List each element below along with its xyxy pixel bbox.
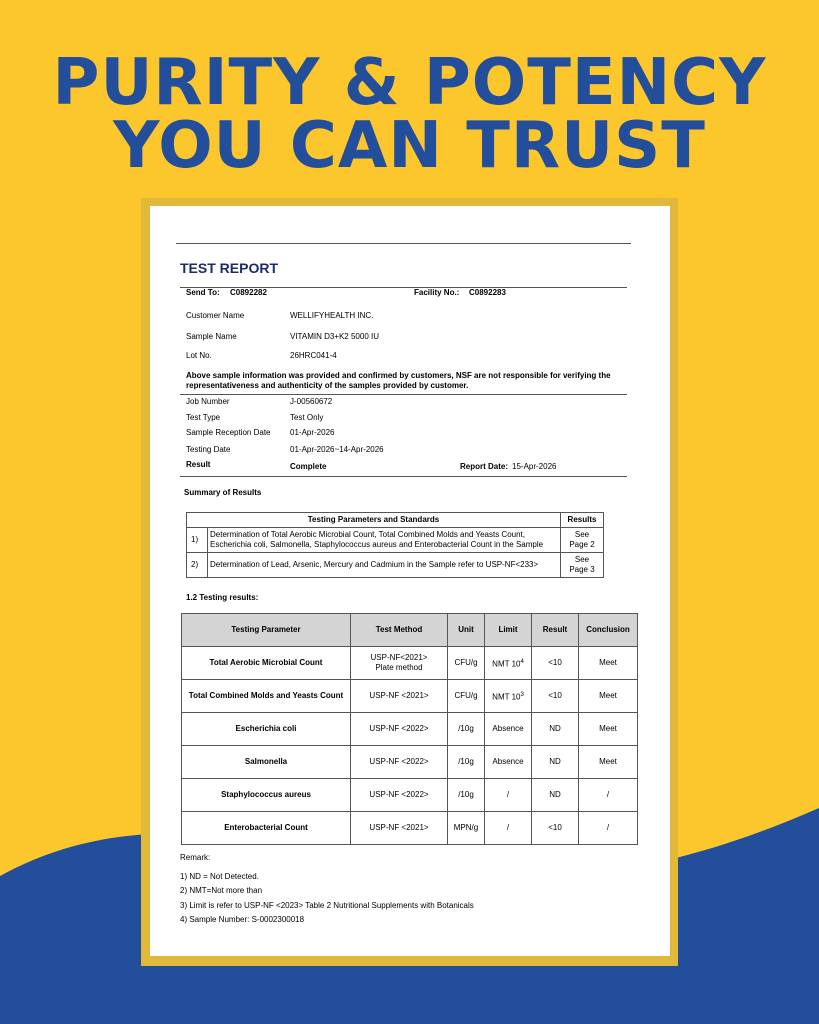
limit-base: NMT 10 xyxy=(492,692,521,702)
cell-conclusion: Meet xyxy=(579,680,638,713)
cell-conclusion: Meet xyxy=(579,647,638,680)
limit-exponent: 3 xyxy=(520,691,524,698)
table-row xyxy=(182,746,638,779)
cell-result: <10 xyxy=(532,680,579,713)
cell-conclusion: / xyxy=(579,779,638,812)
cell-method: USP-NF <2022> xyxy=(351,779,448,812)
result-rule xyxy=(180,476,627,477)
limit-base: NMT 10 xyxy=(492,659,521,669)
limit-exponent: 4 xyxy=(520,658,524,665)
remark-item: 3) Limit is refer to USP-NF <2023> Table 2 Nutritional Supplements with Botanicals xyxy=(180,901,474,910)
header-test-method: Test Method xyxy=(351,614,448,647)
cell-method xyxy=(351,647,448,680)
summary-row-description xyxy=(208,553,561,578)
method-line: Plate method xyxy=(375,663,423,672)
cell-result: ND xyxy=(532,713,579,746)
header-result: Result xyxy=(532,614,579,647)
results-title: 1.2 Testing results: xyxy=(186,593,259,602)
cell-result: <10 xyxy=(532,812,579,845)
cell-limit: / xyxy=(485,779,532,812)
report-title: TEST REPORT xyxy=(180,260,279,276)
cell-unit: CFU/g xyxy=(448,647,485,680)
remark-item: 4) Sample Number: S-0002300018 xyxy=(180,915,305,924)
summary-row-number: 1) xyxy=(187,528,208,553)
summary-row-line: Escherichia coli, Salmonella, Staphylococcus aureus and Enterobacterial Count in the Sample xyxy=(210,540,544,549)
cell-unit: /10g xyxy=(448,713,485,746)
table-row xyxy=(182,779,638,812)
result-label: Result xyxy=(186,460,211,469)
cell-unit: CFU/g xyxy=(448,680,485,713)
cell-limit xyxy=(485,647,532,680)
cell-method: USP-NF <2022> xyxy=(351,713,448,746)
header-conclusion: Conclusion xyxy=(579,614,638,647)
send-to-label: Send To: xyxy=(186,288,220,297)
summary-row-line: Determination of Total Aerobic Microbial Count, Total Combined Molds and Yeasts Count, xyxy=(210,530,525,539)
testing-results-table xyxy=(181,613,638,845)
cell-result: ND xyxy=(532,746,579,779)
summary-header-results: Results xyxy=(561,513,604,528)
cell-parameter: Enterobacterial Count xyxy=(182,812,351,845)
report-date-value: 15-Apr-2026 xyxy=(512,462,557,471)
summary-row-result xyxy=(561,553,604,578)
send-to-value: C0892282 xyxy=(230,288,267,297)
cell-limit: Absence xyxy=(485,713,532,746)
cell-method: USP-NF <2022> xyxy=(351,746,448,779)
headline-line-2: YOU CAN TRUST xyxy=(113,109,706,183)
testing-date-label: Testing Date xyxy=(186,445,231,454)
method-line: USP-NF<2021> xyxy=(370,653,428,662)
cell-limit xyxy=(485,680,532,713)
summary-table xyxy=(186,512,604,578)
summary-row-result xyxy=(561,528,604,553)
summary-title: Summary of Results xyxy=(184,488,262,497)
summary-header-params: Testing Parameters and Standards xyxy=(187,513,561,528)
sample-value: VITAMIN D3+K2 5000 IU xyxy=(290,332,379,341)
cell-conclusion: Meet xyxy=(579,746,638,779)
summary-row-result-line: Page 2 xyxy=(569,540,595,549)
send-rule xyxy=(180,287,627,288)
lot-value: 26HRC041-4 xyxy=(290,351,337,360)
cell-parameter: Escherichia coli xyxy=(182,713,351,746)
summary-row-result-line: Page 3 xyxy=(569,565,595,574)
cell-method: USP-NF <2021> xyxy=(351,812,448,845)
summary-row-line: Determination of Lead, Arsenic, Mercury and Cadmium in the Sample refer to USP-NF<233> xyxy=(210,560,539,569)
table-row xyxy=(182,713,638,746)
cell-conclusion: / xyxy=(579,812,638,845)
cell-parameter: Total Combined Molds and Yeasts Count xyxy=(182,680,351,713)
testing-date-value: 01-Apr-2026~14-Apr-2026 xyxy=(290,445,384,454)
table-row xyxy=(182,680,638,713)
cell-limit: Absence xyxy=(485,746,532,779)
remark-title: Remark: xyxy=(180,853,211,862)
customer-value: WELLIFYHEALTH INC. xyxy=(290,311,374,320)
cell-conclusion: Meet xyxy=(579,713,638,746)
summary-row-result-line: See xyxy=(574,530,590,539)
cell-limit: / xyxy=(485,812,532,845)
sample-label: Sample Name xyxy=(186,332,237,341)
table-row xyxy=(182,647,638,680)
test-type-value: Test Only xyxy=(290,413,324,422)
cell-parameter: Staphylococcus aureus xyxy=(182,779,351,812)
header-unit: Unit xyxy=(448,614,485,647)
table-row xyxy=(187,553,604,578)
remark-item: 1) ND = Not Detected. xyxy=(180,872,259,881)
test-report-document xyxy=(150,206,670,956)
summary-row-result-line: See xyxy=(574,555,590,564)
reception-value: 01-Apr-2026 xyxy=(290,428,335,437)
result-value: Complete xyxy=(290,462,327,471)
lot-label: Lot No. xyxy=(186,351,212,360)
customer-label: Customer Name xyxy=(186,311,245,320)
cell-method: USP-NF <2021> xyxy=(351,680,448,713)
cell-result: <10 xyxy=(532,647,579,680)
note-rule xyxy=(180,394,627,395)
table-row xyxy=(187,528,604,553)
top-rule xyxy=(176,243,631,244)
cell-unit: MPN/g xyxy=(448,812,485,845)
facility-value: C0892283 xyxy=(469,288,506,297)
header-limit: Limit xyxy=(485,614,532,647)
reception-label: Sample Reception Date xyxy=(186,428,271,437)
cell-unit: /10g xyxy=(448,779,485,812)
cell-parameter: Salmonella xyxy=(182,746,351,779)
facility-label: Facility No.: xyxy=(414,288,460,297)
headline-line-1: PURITY & POTENCY xyxy=(52,46,767,120)
disclaimer-note: Above sample information was provided and confirmed by customers, NSF are not responsible for verifying the representativeness and authenticity of the samples provided by customer. xyxy=(186,371,611,390)
job-label: Job Number xyxy=(186,397,230,406)
summary-row-number: 2) xyxy=(187,553,208,578)
results-header-row xyxy=(182,614,638,647)
test-type-label: Test Type xyxy=(186,413,221,422)
cell-parameter: Total Aerobic Microbial Count xyxy=(182,647,351,680)
table-row xyxy=(182,812,638,845)
summary-row-description xyxy=(208,528,561,553)
summary-header-row xyxy=(187,513,604,528)
job-value: J-00560672 xyxy=(290,397,333,406)
cell-unit: /10g xyxy=(448,746,485,779)
report-date-label: Report Date: xyxy=(460,462,509,471)
header-testing-parameter: Testing Parameter xyxy=(182,614,351,647)
cell-result: ND xyxy=(532,779,579,812)
remark-item: 2) NMT=Not more than xyxy=(180,886,263,895)
